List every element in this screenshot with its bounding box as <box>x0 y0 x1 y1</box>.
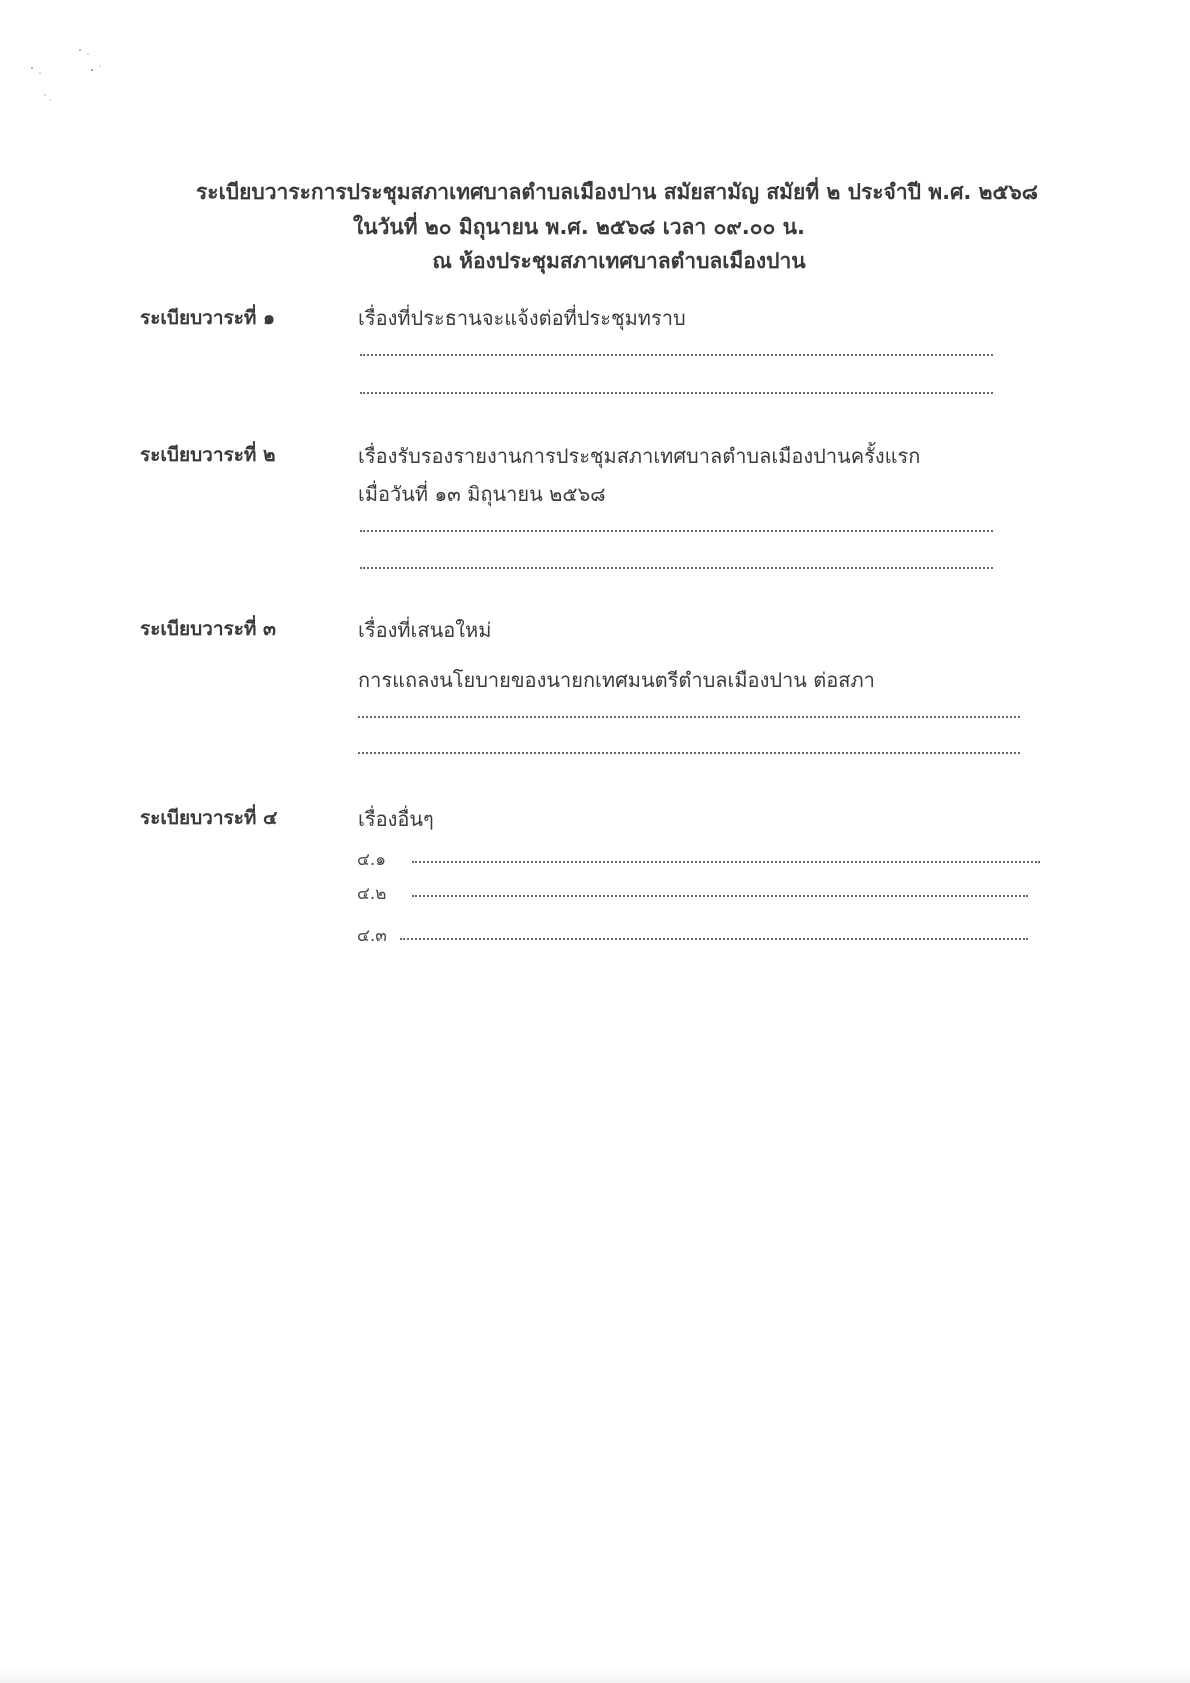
agenda-label-4: ระเบียบวาระที่ ๔ <box>140 807 278 829</box>
agenda-1-text: เรื่องที่ประธานจะแจ้งต่อที่ประชุมทราบ <box>358 306 686 330</box>
subitem-number: ๔.๒ <box>357 884 387 904</box>
dotted-line <box>358 716 1020 718</box>
meeting-venue: ณ ห้องประชุมสภาเทศบาลตำบลเมืองปาน <box>432 249 806 273</box>
agenda-2-text-line2: เมื่อวันที่ ๑๓ มิถุนายน ๒๕๖๘ <box>358 482 606 506</box>
dotted-line <box>360 530 993 532</box>
dotted-line <box>360 392 993 394</box>
dotted-line <box>360 354 993 356</box>
agenda-4-text: เรื่องอื่นๆ <box>358 807 434 831</box>
dotted-line <box>412 861 1040 863</box>
dotted-line <box>400 938 1028 940</box>
dotted-line <box>412 895 1028 897</box>
scan-specks <box>20 40 120 110</box>
document-title: ระเบียบวาระการประชุมสภาเทศบาลตำบลเมืองปาน สมัยสามัญ สมัยที่ ๒ ประจำปี พ.ศ. ๒๕๖๘ <box>196 180 1038 204</box>
agenda-3-text-line1: เรื่องที่เสนอใหม่ <box>358 618 492 642</box>
dotted-line <box>358 752 1020 754</box>
agenda-3-text-line2: การแถลงนโยบายของนายกเทศมนตรีตำบลเมืองปาน ต่อสภา <box>358 668 875 692</box>
agenda-label-1: ระเบียบวาระที่ ๑ <box>140 307 276 329</box>
subitem-number: ๔.๓ <box>357 926 387 946</box>
subitem-number: ๔.๑ <box>357 850 387 870</box>
agenda-2-text-line1: เรื่องรับรองรายงานการประชุมสภาเทศบาลตำบลเมืองปานครั้งแรก <box>358 444 921 468</box>
agenda-label-2: ระเบียบวาระที่ ๒ <box>140 444 276 466</box>
dotted-line <box>360 567 993 569</box>
meeting-date-time: ในวันที่ ๒๐ มิถุนายน พ.ศ. ๒๕๖๘ เวลา ๐๙.๐๐ น. <box>353 215 805 239</box>
scan-bottom-edge <box>0 1668 1190 1683</box>
agenda-label-3: ระเบียบวาระที่ ๓ <box>140 618 277 640</box>
